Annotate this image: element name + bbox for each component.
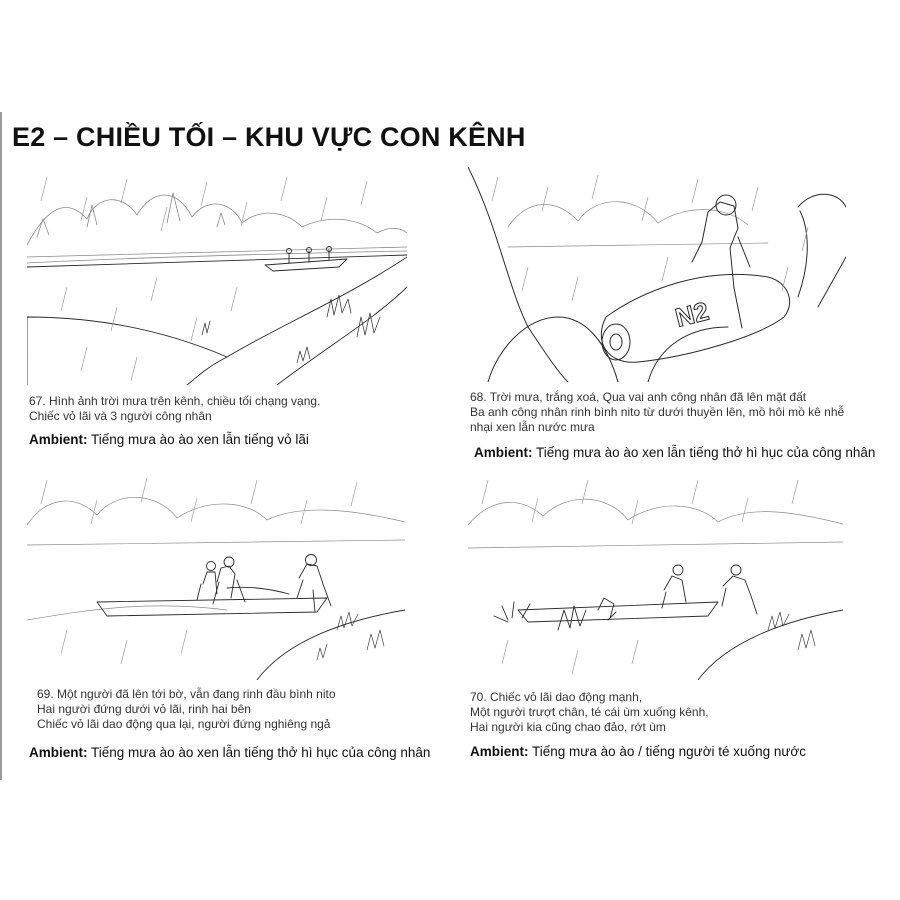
ambient-67: [29, 432, 309, 447]
caption-line: Chiếc vỏ lãi dao động qua lại, người đứng nghiêng ngả: [37, 717, 331, 731]
storyboard-image-70: [468, 470, 843, 680]
storyboard-image-68: [468, 167, 846, 382]
caption-69: [37, 687, 336, 732]
page-title: E2 – CHIỀU TỐI – KHU VỰC CON KÊNH: [12, 122, 526, 152]
caption-line: 69. Một người đã lên tới bờ, vẫn đang rinh đầu bình nito: [37, 687, 336, 701]
ambient-69: [29, 745, 430, 760]
caption-line: Chiếc vỏ lãi và 3 người công nhân: [29, 409, 212, 423]
tank-label: N2: [672, 295, 712, 333]
ambient-label: Ambient:: [29, 745, 88, 760]
ambient-text: Tiếng mưa ào ào xen lẫn tiếng thở hì hục của công nhân: [91, 745, 431, 760]
ambient-70: [470, 744, 806, 759]
caption-line: nhại xen lẫn nước mưa: [470, 420, 595, 434]
ambient-label: Ambient:: [474, 445, 533, 460]
caption-line: Một người trượt chân, té cái ùm xuống kênh,: [470, 705, 709, 719]
ambient-text: Tiếng mưa ào ào / tiếng người té xuống nước: [532, 744, 806, 759]
caption-line: Hai người kia cũng chao đảo, rớt ùm: [470, 720, 666, 734]
caption-line: 70. Chiếc vỏ lãi dao động mạnh,: [470, 690, 643, 704]
caption-70: [470, 690, 709, 735]
caption-line: Ba anh công nhân rinh bình nito từ dưới thuyền lên, mồ hôi mồ kê nhễ: [470, 405, 845, 419]
caption-line: 68. Trời mưa, trắng xoá, Qua vai anh công nhân đã lên mặt đất: [470, 390, 807, 404]
page-left-rule: [0, 112, 2, 780]
ambient-label: Ambient:: [470, 744, 529, 759]
storyboard-image-67: [27, 167, 407, 385]
caption-67: [29, 394, 320, 424]
storyboard-image-69: [27, 470, 405, 680]
caption-line: 67. Hình ảnh trời mưa trên kênh, chiều tối chạng vạng.: [29, 394, 321, 408]
caption-68: [470, 390, 844, 435]
ambient-label: Ambient:: [29, 432, 88, 447]
ambient-text: Tiếng mưa ào ào xen lẫn tiếng thở hì hục của công nhân: [536, 445, 876, 460]
ambient-68: [474, 445, 875, 460]
ambient-text: Tiếng mưa ào ào xen lẫn tiếng vỏ lãi: [91, 432, 309, 447]
caption-line: Hai người đứng dưới vỏ lãi, rinh hai bên: [37, 702, 251, 716]
